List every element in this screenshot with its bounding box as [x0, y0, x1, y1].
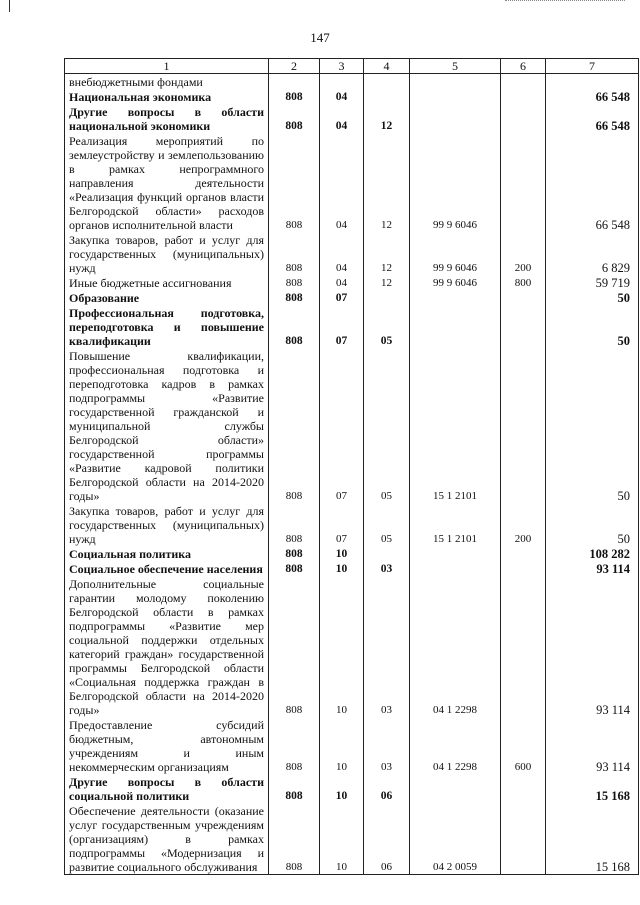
row-col-4: 12: [364, 275, 410, 290]
row-col-5: 04 1 2298: [410, 717, 501, 774]
row-col-5: 15 1 2101: [410, 503, 501, 546]
row-amount: 6 829: [546, 232, 639, 275]
row-col-2: 808: [269, 133, 320, 232]
row-col-5: 15 1 2101: [410, 348, 501, 503]
row-col-4: 06: [364, 774, 410, 803]
row-col-2: [269, 74, 320, 90]
table-row: [65, 503, 639, 546]
row-col-2: 808: [269, 774, 320, 803]
table-row: [65, 576, 639, 717]
row-col-4: 05: [364, 503, 410, 546]
row-col-6: 200: [501, 232, 546, 275]
row-col-4: 12: [364, 232, 410, 275]
row-name: Закупка товаров, работ и услуг для государственных (муниципальных) нужд: [65, 232, 269, 275]
row-col-6: [501, 74, 546, 90]
table-row: [65, 290, 639, 305]
page-number: 147: [310, 30, 330, 45]
row-amount: 15 168: [546, 803, 639, 875]
row-amount: 66 548: [546, 89, 639, 104]
row-col-3: 04: [320, 104, 364, 133]
row-col-3: 07: [320, 348, 364, 503]
row-col-2: 808: [269, 305, 320, 348]
row-col-3: 04: [320, 133, 364, 232]
row-col-3: 10: [320, 717, 364, 774]
table-header-row: [65, 59, 639, 74]
row-name: Дополнительные социальные гарантии молодому поколению Белгородской области в рамках подпрограммы «Развитие мер социальной поддержки отдельных категорий граждан» государственной программы Белгородской области «Социальная поддержка граждан в Белгородской области на 2014-2020 годы»: [65, 576, 269, 717]
table-row: [65, 803, 639, 875]
row-col-2: 808: [269, 348, 320, 503]
row-col-6: [501, 305, 546, 348]
header-col-3: 3: [320, 59, 364, 74]
table-row: [65, 546, 639, 561]
row-amount: [546, 74, 639, 90]
row-name: Профессиональная подготовка, переподготовка и повышение квалификации: [65, 305, 269, 348]
row-col-3: 10: [320, 576, 364, 717]
row-name: Обеспечение деятельности (оказание услуг государственным учреждениям (организациям) в рамках подпрограммы «Модернизация и развитие социального обслуживания: [65, 803, 269, 875]
row-col-6: 800: [501, 275, 546, 290]
row-col-3: 10: [320, 803, 364, 875]
row-col-3: 07: [320, 305, 364, 348]
row-col-3: 04: [320, 275, 364, 290]
row-col-4: [364, 290, 410, 305]
row-col-4: 05: [364, 305, 410, 348]
table-row: [65, 348, 639, 503]
row-col-6: [501, 561, 546, 576]
row-name: Другие вопросы в области социальной политики: [65, 774, 269, 803]
row-col-5: 04 2 0059: [410, 803, 501, 875]
table-row: [65, 275, 639, 290]
row-col-6: [501, 348, 546, 503]
row-col-6: [501, 576, 546, 717]
row-col-3: [320, 74, 364, 90]
row-col-6: [501, 774, 546, 803]
row-name: Иные бюджетные ассигнования: [65, 275, 269, 290]
row-col-4: 12: [364, 133, 410, 232]
row-col-5: [410, 104, 501, 133]
row-col-5: 04 1 2298: [410, 576, 501, 717]
row-col-4: 05: [364, 348, 410, 503]
row-name: Предоставление субсидий бюджетным, автономным учреждениям и иным некоммерческим организациям: [65, 717, 269, 774]
row-name: Социальное обеспечение населения: [65, 561, 269, 576]
row-amount: 93 114: [546, 561, 639, 576]
corner-mark: [9, 0, 10, 12]
row-col-4: 06: [364, 803, 410, 875]
table-row: [65, 774, 639, 803]
row-name: внебюджетными фондами: [65, 74, 269, 90]
row-amount: 66 548: [546, 104, 639, 133]
row-col-3: 07: [320, 503, 364, 546]
row-name: Повышение квалификации, профессиональная подготовка и переподготовка кадров в рамках подпрограммы «Развитие государственной гражданской и муниципальной службы Белгородской области» государственной программы «Развитие кадровой политики Белгородской области на 2014-2020 годы»: [65, 348, 269, 503]
row-col-5: [410, 561, 501, 576]
row-col-2: 808: [269, 546, 320, 561]
top-dotted-rule: [505, 0, 625, 1]
row-col-2: 808: [269, 717, 320, 774]
row-name: Образование: [65, 290, 269, 305]
row-col-3: 10: [320, 546, 364, 561]
row-col-4: [364, 74, 410, 90]
row-name: Закупка товаров, работ и услуг для государственных (муниципальных) нужд: [65, 503, 269, 546]
row-col-5: [410, 290, 501, 305]
row-col-5: [410, 774, 501, 803]
row-col-4: 03: [364, 717, 410, 774]
row-col-3: 04: [320, 232, 364, 275]
row-col-2: 808: [269, 803, 320, 875]
row-col-2: 808: [269, 290, 320, 305]
table-row: [65, 133, 639, 232]
row-col-5: 99 9 6046: [410, 232, 501, 275]
row-col-6: [501, 104, 546, 133]
row-col-2: 808: [269, 503, 320, 546]
row-col-6: [501, 546, 546, 561]
header-col-1: 1: [65, 59, 269, 74]
row-col-5: 99 9 6046: [410, 275, 501, 290]
row-amount: 15 168: [546, 774, 639, 803]
row-amount: 50: [546, 348, 639, 503]
row-col-5: [410, 546, 501, 561]
row-col-5: [410, 305, 501, 348]
header-col-4: 4: [364, 59, 410, 74]
row-col-2: 808: [269, 576, 320, 717]
row-name: Другие вопросы в области национальной экономики: [65, 104, 269, 133]
row-col-6: 600: [501, 717, 546, 774]
row-amount: 50: [546, 503, 639, 546]
row-col-3: 04: [320, 89, 364, 104]
row-name: Реализация мероприятий по землеустройству и землепользованию в рамках непрограммного направления деятельности «Реализация функций органов власти Белгородской области» расходов органов исполнительной власти: [65, 133, 269, 232]
header-col-5: 5: [410, 59, 501, 74]
row-name: Социальная политика: [65, 546, 269, 561]
row-amount: 93 114: [546, 576, 639, 717]
row-col-4: 03: [364, 561, 410, 576]
row-col-3: 07: [320, 290, 364, 305]
header-col-7: 7: [546, 59, 639, 74]
table-row: [65, 232, 639, 275]
row-col-6: [501, 290, 546, 305]
row-amount: 66 548: [546, 133, 639, 232]
header-col-2: 2: [269, 59, 320, 74]
row-col-6: 200: [501, 503, 546, 546]
table-row: [65, 717, 639, 774]
row-col-4: [364, 546, 410, 561]
row-col-4: [364, 89, 410, 104]
row-name: Национальная экономика: [65, 89, 269, 104]
table-row: [65, 561, 639, 576]
row-amount: 93 114: [546, 717, 639, 774]
row-col-3: 10: [320, 561, 364, 576]
row-col-5: [410, 74, 501, 90]
row-col-6: [501, 133, 546, 232]
table-row: [65, 305, 639, 348]
table-body: [65, 74, 639, 875]
row-col-2: 808: [269, 275, 320, 290]
row-amount: 50: [546, 290, 639, 305]
row-col-2: 808: [269, 561, 320, 576]
row-col-3: 10: [320, 774, 364, 803]
row-col-4: 12: [364, 104, 410, 133]
table-row: [65, 104, 639, 133]
row-amount: 50: [546, 305, 639, 348]
row-col-5: [410, 89, 501, 104]
row-col-6: [501, 803, 546, 875]
row-amount: 59 719: [546, 275, 639, 290]
row-col-4: 03: [364, 576, 410, 717]
row-col-5: 99 9 6046: [410, 133, 501, 232]
row-amount: 108 282: [546, 546, 639, 561]
header-col-6: 6: [501, 59, 546, 74]
row-col-2: 808: [269, 232, 320, 275]
row-col-2: 808: [269, 104, 320, 133]
table-row: [65, 89, 639, 104]
row-col-2: 808: [269, 89, 320, 104]
row-col-6: [501, 89, 546, 104]
budget-table: [64, 58, 639, 875]
table-row: [65, 74, 639, 90]
